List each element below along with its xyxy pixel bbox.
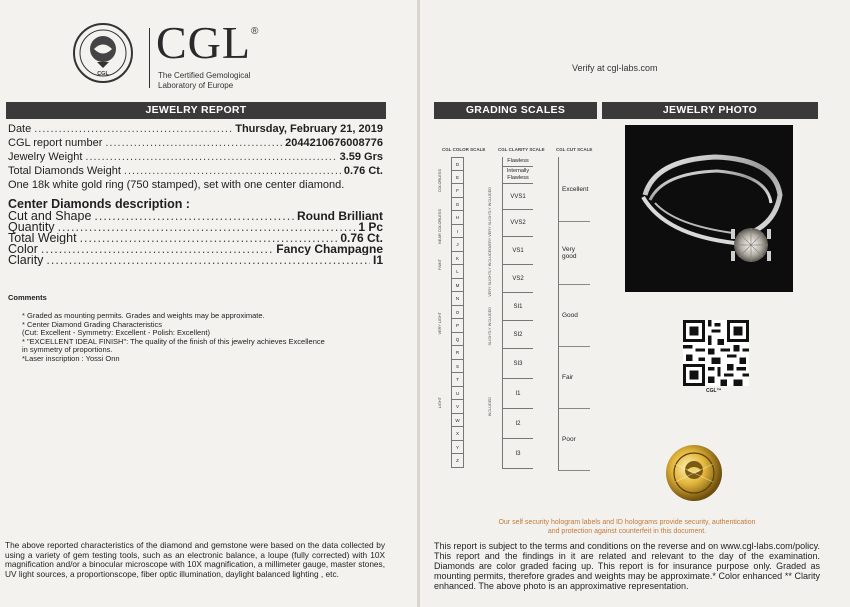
color-grade: D	[451, 157, 464, 171]
brand-subtitle-line2: Laboratory of Europe	[158, 81, 234, 90]
detail-label: Color	[8, 244, 38, 255]
leader-dots	[58, 222, 356, 233]
clarity-grade: I1	[503, 379, 533, 409]
leader-dots	[105, 136, 282, 150]
detail-row	[8, 211, 383, 222]
clarity-grade: I2	[503, 409, 533, 439]
clarity-group-label: INCLUDED	[488, 397, 492, 417]
color-grade: G	[451, 198, 464, 212]
cut-grade: Fair	[558, 347, 590, 409]
clarity-grade: Internally Flawless	[503, 167, 533, 184]
detail-value: 2044210676008776	[285, 137, 383, 149]
brand-subtitle	[158, 71, 250, 91]
color-grade: J	[451, 238, 464, 252]
grading-scales-header: GRADING SCALES	[434, 102, 597, 119]
clarity-grade: Flawless	[503, 157, 533, 167]
brand-name: CGL	[156, 17, 251, 68]
jewelry-report-header: JEWELRY REPORT	[6, 102, 386, 119]
detail-label: Total Weight	[8, 233, 77, 244]
clarity-grade: VVS2	[503, 210, 533, 237]
comment-line: in symmetry of proportions.	[22, 345, 113, 354]
detail-row	[8, 164, 383, 178]
detail-value: I1	[372, 255, 383, 266]
clarity-scale-head: CGL CLARITY SCALE	[498, 147, 545, 152]
grading-scales	[436, 147, 596, 477]
detail-label: Total Diamonds Weight	[8, 165, 121, 177]
detail-row	[8, 222, 383, 233]
color-grade: M	[451, 279, 464, 293]
clarity-grade: VS1	[503, 237, 533, 265]
detail-row	[8, 255, 383, 266]
color-group-label: FAINT	[438, 259, 442, 270]
color-grade: P	[451, 319, 464, 333]
detail-row	[8, 136, 383, 150]
color-group-label: LIGHT	[438, 397, 442, 409]
detail-value: 3.59 Grs	[339, 151, 383, 163]
jewelry-description: One 18k white gold ring (750 stamped), set with one center diamond.	[8, 179, 345, 191]
detail-label: CGL report number	[8, 137, 103, 149]
color-grade: T	[451, 373, 464, 387]
detail-label: Jewelry Weight	[8, 151, 83, 163]
report-terms: This report is subject to the terms and conditions on the reverse and on www.cgl-labs.com/policy. This report and the findings in it are related and relevant to the day of the examination. Diamonds are color graded facing up. This report is for insurance purpose only. Graded as mounting permits, therefore grades and weights may be approximate.* Color enhanced ** Clarity enhanced. The above photo is an approximative representation.	[434, 541, 820, 591]
leader-dots	[46, 255, 370, 266]
comments-title: Comments	[8, 293, 47, 302]
color-group-label: NEAR COLORLESS	[438, 209, 442, 244]
detail-value: Thursday, February 21, 2019	[235, 123, 383, 135]
cut-scale-head: CGL CUT SCALE	[556, 147, 593, 152]
center-diamonds-title: Center Diamonds description :	[8, 197, 190, 211]
color-grade: V	[451, 400, 464, 414]
jewelry-photo	[625, 125, 793, 292]
comment-line: * Graded as mounting permits. Grades and weights may be approximate.	[22, 311, 265, 320]
clarity-group-label: SLIGHTLY INCLUDED	[488, 307, 492, 346]
color-grade: F	[451, 184, 464, 198]
disclaimer-text: The above reported characteristics of the diamond and gemstone were based on the data collected by using a variety of gem testing tools, such as an electronic balance, a loupe (fully corrected) with 10X magnification and/or a binocular microscope with 10X magnification, a millimeter gauge, master stones, UV light sources, a proportionscope, fiber optic illumination, daylight balanced lighting , etc.	[5, 540, 385, 579]
security-note: Our self security hologram labels and ID holograms provide security, authentication and protection against counterfeit in this document.	[498, 519, 756, 535]
detail-value: 0.76 Ct.	[340, 233, 383, 244]
detail-label: Cut and Shape	[8, 211, 92, 222]
comments-list	[22, 312, 372, 363]
report-details	[8, 122, 383, 266]
comment-line: * Center Diamond Grading Characteristics	[22, 319, 163, 329]
detail-row	[8, 244, 383, 255]
logo-divider	[149, 28, 150, 88]
color-grade: L	[451, 265, 464, 279]
registered-mark: ®	[251, 26, 259, 37]
leader-dots	[124, 164, 341, 178]
comment-line: *Laser inscription : Yossi Onn	[22, 353, 120, 363]
cut-grade: Excellent	[558, 157, 590, 222]
detail-value: 1 Pc	[358, 222, 383, 233]
qr-label: CGL™	[706, 388, 722, 394]
comment-line: (Cut: Excellent - Symmetry: Excellent - Polish: Excellent)	[22, 328, 210, 337]
leader-dots	[94, 211, 294, 222]
comment-line: * "EXCELLENT IDEAL FINISH": The quality of the finish of this jewelry achieves Excellence	[22, 336, 325, 346]
detail-value: Fancy Champagne	[276, 244, 383, 255]
detail-label: Date	[8, 123, 32, 135]
cut-grade: Good	[558, 285, 590, 347]
color-scale-head: CGL COLOR SCALE	[442, 147, 486, 152]
brand-subtitle-line1: The Certified Gemological	[158, 71, 251, 80]
color-grade: S	[451, 360, 464, 374]
verify-link[interactable]: Verify at cgl-labs.com	[572, 63, 658, 73]
color-grade: E	[451, 171, 464, 185]
clarity-grade: VS2	[503, 265, 533, 293]
color-grade: N	[451, 292, 464, 306]
clarity-grade: SI3	[503, 349, 533, 379]
leader-dots	[41, 244, 273, 255]
color-grade: R	[451, 346, 464, 360]
color-grade: Y	[451, 441, 464, 455]
detail-value: 0.76 Ct.	[343, 165, 383, 177]
clarity-group-label: VERY SLIGHTLY INCLUDED	[488, 247, 492, 297]
clarity-grade: VVS1	[503, 184, 533, 210]
color-group-label: VERY LIGHT	[438, 312, 442, 335]
clarity-scale	[503, 157, 533, 469]
clarity-grade: SI2	[503, 321, 533, 349]
color-grade: Q	[451, 333, 464, 347]
jewelry-photo-header: JEWELRY PHOTO	[602, 102, 818, 119]
svg-text:CGL: CGL	[97, 71, 109, 77]
cut-grade: Very good	[558, 222, 590, 285]
left-panel	[0, 0, 418, 607]
color-grade: U	[451, 387, 464, 401]
clarity-grade: I3	[503, 439, 533, 469]
color-grade: W	[451, 414, 464, 428]
security-hologram	[665, 444, 723, 502]
report-rows	[8, 122, 383, 178]
color-grade: I	[451, 225, 464, 239]
color-scale	[451, 157, 464, 468]
qr-code[interactable]	[683, 320, 749, 386]
clarity-grade: SI1	[503, 293, 533, 321]
cgl-seal-logo	[72, 22, 134, 84]
fold-line	[417, 0, 420, 607]
color-group-label: COLORLESS	[438, 169, 442, 193]
cut-grade: Poor	[558, 409, 590, 471]
detail-label: Clarity	[8, 255, 44, 266]
cut-scale	[558, 157, 590, 471]
clarity-group-label: VERY VERY SLIGHTLY INCLUDED	[488, 187, 492, 248]
detail-row	[8, 150, 383, 164]
center-diamonds-rows	[8, 211, 383, 266]
detail-row	[8, 122, 383, 136]
leader-dots	[85, 150, 336, 164]
detail-value: Round Brilliant	[297, 211, 383, 222]
leader-dots	[80, 233, 338, 244]
color-grade: K	[451, 252, 464, 266]
detail-label: Quantity	[8, 222, 55, 233]
leader-dots	[34, 122, 232, 136]
color-grade: X	[451, 427, 464, 441]
color-grade: H	[451, 211, 464, 225]
color-grade: O	[451, 306, 464, 320]
detail-row	[8, 233, 383, 244]
color-grade: Z	[451, 454, 464, 468]
